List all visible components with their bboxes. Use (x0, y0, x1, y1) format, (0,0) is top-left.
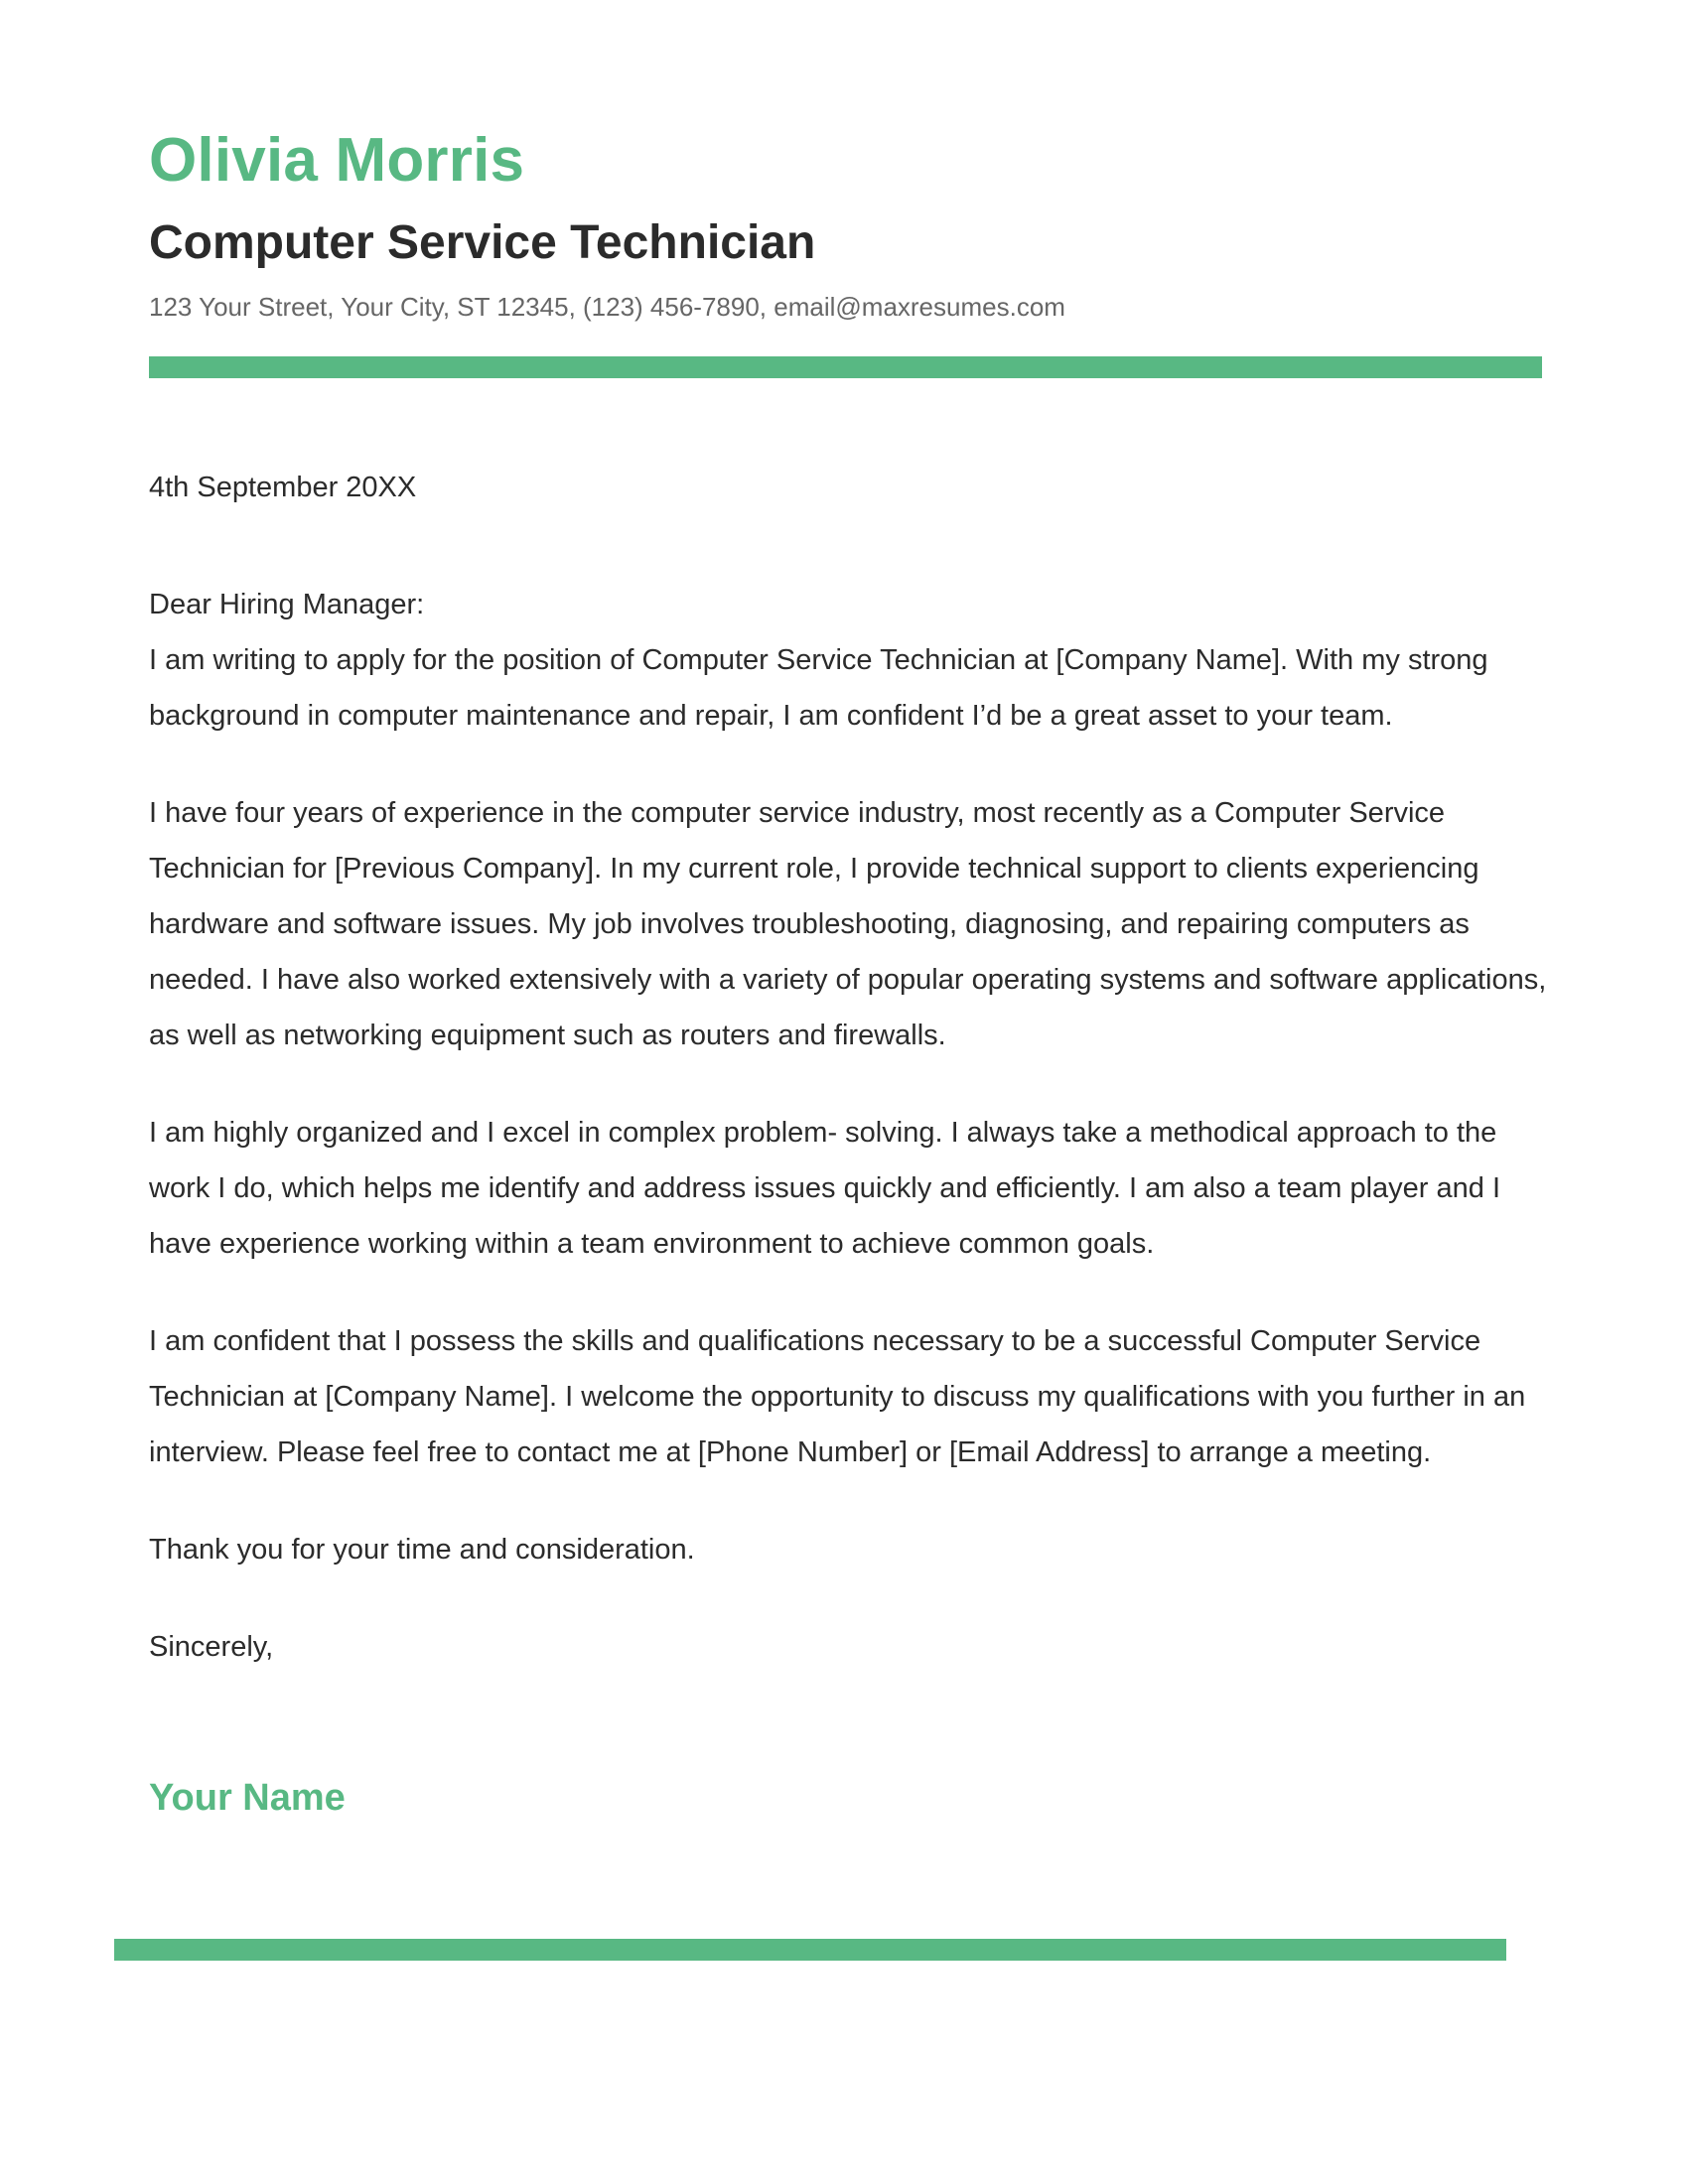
applicant-name: Olivia Morris (149, 126, 525, 195)
letter-date: 4th September 20XX (149, 472, 417, 503)
body-paragraph-2: I have four years of experience in the computer service industry, most recently as a Computer Service Technician for [Previous Company]. In my current role, I provide technical support to clients experiencing hardware and software issues. My job involves troubleshooting, diagnosing, and repairing computers as needed. I have also worked extensively with a variety of popular operating systems and software applications, as well as networking equipment such as routers and firewalls. (149, 797, 1547, 1051)
body-paragraph-1: I am writing to apply for the position of Computer Service Technician at [Company Name]. With my strong background in computer maintenance and repair, I am confident I’d be a great asset to your team. (149, 644, 1488, 732)
salutation: Dear Hiring Manager: (149, 589, 425, 620)
body-paragraph-3: I am highly organized and I excel in complex problem- solving. I always take a methodical approach to the work I do, which helps me identify and address issues quickly and efficiently. I am also a team player and I have experience working within a team environment to achieve common goals. (149, 1117, 1501, 1260)
body-paragraph-4: I am confident that I possess the skills and qualifications necessary to be a successful Computer Service Technician at [Company Name]. I welcome the opportunity to discuss my qualifications with you further in an interview. Please feel free to contact me at [Phone Number] or [Email Address] to arrange a meeting. (149, 1325, 1526, 1468)
letter-body (149, 577, 1549, 1675)
signature-name: Your Name (149, 1777, 346, 1819)
header-divider (149, 356, 1542, 378)
closing-thanks: Thank you for your time and consideration. (149, 1534, 695, 1566)
footer-divider (114, 1939, 1506, 1961)
job-title: Computer Service Technician (149, 216, 816, 269)
contact-details: 123 Your Street, Your City, ST 12345, (123) 456-7890, email@maxresumes.com (149, 292, 1065, 322)
sign-off: Sincerely, (149, 1631, 274, 1663)
